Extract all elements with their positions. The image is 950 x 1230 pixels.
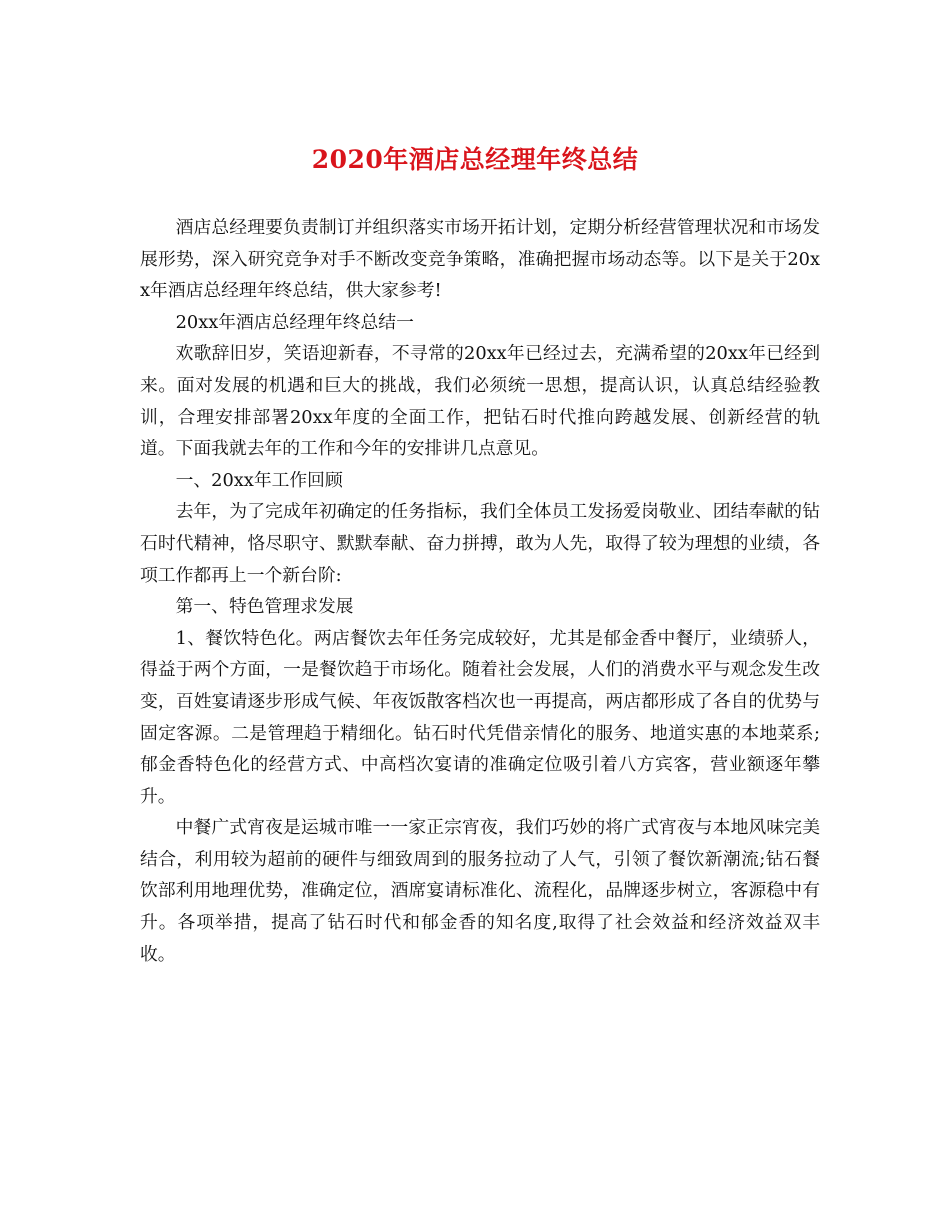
paragraph-catering: 1、餐饮特色化。两店餐饮去年任务完成较好，尤其是郁金香中餐厅，业绩骄人，得益于两个方面，一是餐饮趋于市场化。随着社会发展，人们的消费水平与观念发生改变，百姓宴请逐步形成气候、年夜饭散客档次也一再提高，两店都形成了各自的优势与固定客源。二是管理趋于精细化。钻石时代凭借亲情化的服务、地道实惠的本地菜系;郁金香特色化的经营方式、中高档次宴请的准确定位吸引着八方宾客，营业额逐年攀升。 xyxy=(140,627,820,807)
paragraph-review: 去年，为了完成年初确定的任务指标，我们全体员工发扬爱岗敬业、团结奉献的钻石时代精神，恪尽职守、默默奉献、奋力拼搏，敢为人先，取得了较为理想的业绩，各项工作都再上一个新台阶: xyxy=(140,501,820,586)
paragraph-night-snack: 中餐广式宵夜是运城市唯一一家正宗宵夜，我们巧妙的将广式宵夜与本地风味完美结合，利用较为超前的硬件与细致周到的服务拉动了人气，引领了餐饮新潮流;钻石餐饮部利用地理优势，准确定位，酒席宴请标准化、流程化，品牌逐步树立，客源稳中有升。各项举措，提高了钻石时代和郁金香的知名度,取得了社会效益和经济效益双丰收。 xyxy=(140,817,820,965)
paragraph-section-title: 20xx年酒店总经理年终总结一 xyxy=(175,311,414,333)
paragraph-intro: 酒店总经理要负责制订并组织落实市场开拓计划，定期分析经营管理状况和市场发展形势，深入研究竞争对手不断改变竞争策略，准确把握市场动态等。以下是关于20xx年酒店总经理年终总结，供大家参考! xyxy=(140,217,820,302)
document-body xyxy=(140,212,820,970)
paragraph-opening: 欢歌辞旧岁，笑语迎新春，不寻常的20xx年已经过去，充满希望的20xx年已经到来。面对发展的机遇和巨大的挑战，我们必须统一思想，提高认识，认真总结经验教训，合理安排部署20xx年度的全面工作，把钻石时代推向跨越发展、创新经营的轨道。下面我就去年的工作和今年的安排讲几点意见。 xyxy=(140,343,820,460)
paragraph-heading-review: 一、20xx年工作回顾 xyxy=(175,469,343,491)
document-title: 2020年酒店总经理年终总结 xyxy=(311,145,639,174)
paragraph-heading-first: 第一、特色管理求发展 xyxy=(175,596,354,618)
